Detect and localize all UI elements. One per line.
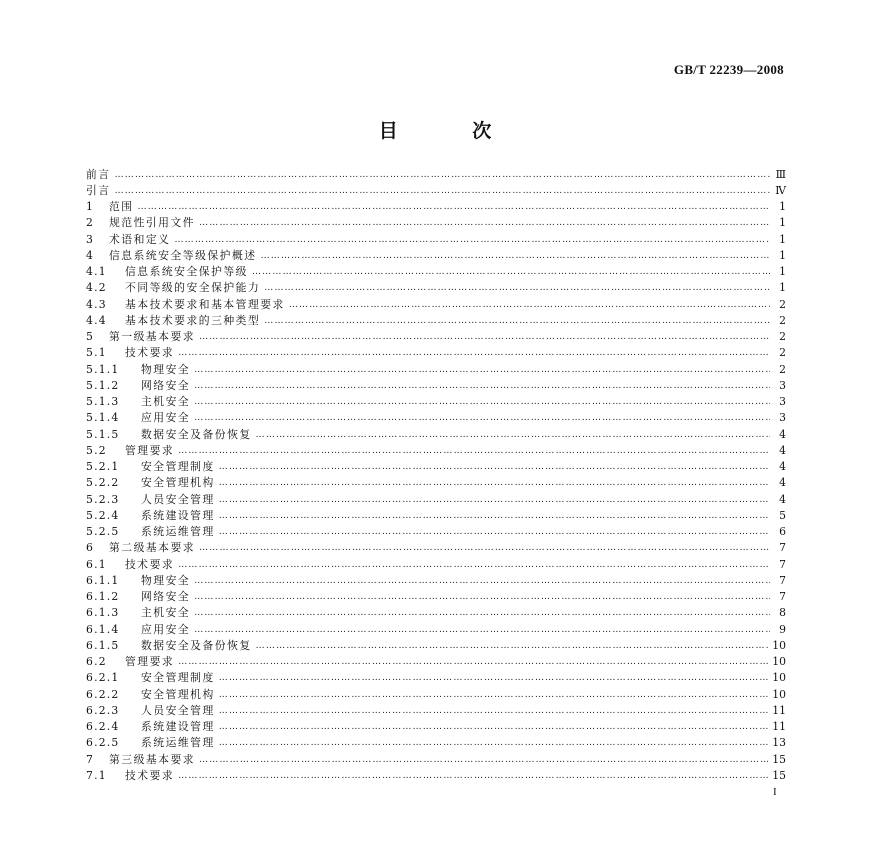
toc-leader-dots [194,398,770,407]
toc-entry-number: 5.2 [86,443,107,457]
toc-entry-page: 3 [779,395,786,409]
toc-entry-page: 11 [772,720,786,734]
toc-entry-title: 技术要求 [125,557,175,571]
toc-entry-title: 技术要求 [125,768,175,782]
toc-leader-dots [219,496,770,505]
toc-entry-number: 5.1.2 [86,378,120,392]
toc-leader-dots [178,447,770,456]
toc-entry-page: 4 [779,492,786,506]
toc-leader-dots [219,479,770,488]
toc-entry-number: 7 [86,752,95,766]
toc-entry-page: 1 [779,281,786,295]
toc-entry-page: 4 [779,460,786,474]
toc-leader-dots [199,544,770,553]
toc-entry-title: 系统运维管理 [141,525,215,539]
toc-entry-number: 6 [86,541,95,555]
toc-entry-number: 4.2 [86,281,107,295]
toc-entry-number: 6.2.5 [86,736,120,750]
toc-entry[interactable] [86,720,786,736]
toc-entry-title: 范围 [109,200,134,214]
toc-entry-page: 15 [772,768,786,782]
toc-entry[interactable] [86,297,786,313]
toc-entry[interactable] [86,281,786,297]
toc-entry-title: 信息系统安全等级保护概述 [109,248,257,262]
toc-entry-page: 7 [779,557,786,571]
toc-entry[interactable] [86,248,786,264]
toc-entry-title: 管理要求 [125,443,175,457]
toc-leader-dots [219,707,768,716]
toc-entry-page: 9 [779,622,786,636]
toc-leader-dots [219,463,770,472]
toc-entry-title: 不同等级的安全保护能力 [125,281,261,295]
toc-entry-page: 2 [779,297,786,311]
toc-leader-dots [199,219,770,228]
toc-entry-page: 1 [779,265,786,279]
toc-entry-page: 10 [772,638,786,652]
toc-entry-number: 5.2.3 [86,492,120,506]
toc-leader-dots [115,171,770,180]
toc-entry-page: 6 [779,525,786,539]
toc-entry-number: 6.1.3 [86,606,120,620]
toc-entry-title: 物理安全 [141,362,191,376]
toc-entry-number: 5.2.5 [86,525,120,539]
toc-entry[interactable] [86,330,786,346]
toc-entry-number: 6.1.1 [86,573,120,587]
toc-entry[interactable] [86,411,786,427]
toc-leader-dots [219,691,768,700]
toc-entry-page: 2 [779,362,786,376]
toc-list [86,167,786,785]
toc-entry[interactable] [86,200,786,216]
toc-entry-page: 10 [772,671,786,685]
toc-entry[interactable] [86,265,786,281]
toc-entry-page: 10 [772,655,786,669]
toc-entry[interactable] [86,606,786,622]
standard-code: GB/T 22239—2008 [673,62,784,77]
toc-entry-number: 4.4 [86,313,107,327]
toc-entry-title: 系统建设管理 [141,720,215,734]
toc-entry-number: 6.1 [86,557,107,571]
toc-entry-number: 6.1.4 [86,622,120,636]
toc-entry-page: 2 [779,330,786,344]
toc-entry-number: 5.2.1 [86,460,120,474]
toc-entry-title: 数据安全及备份恢复 [141,638,252,652]
toc-entry-title: 系统运维管理 [141,736,215,750]
toc-leader-dots [194,626,770,635]
toc-entry-title: 基本技术要求的三种类型 [125,313,261,327]
toc-entry-page: 1 [779,248,786,262]
toc-entry-title: 网络安全 [141,378,191,392]
toc-entry-page: 1 [779,216,786,230]
toc-entry[interactable] [86,362,786,378]
toc-entry-number: 5 [86,330,95,344]
toc-title: 目 次 [378,120,526,142]
toc-entry-number: 5.1.4 [86,411,120,425]
toc-leader-dots [174,236,770,245]
toc-leader-dots [256,431,770,440]
toc-entry-number: 3 [86,232,95,246]
toc-entry-title: 安全管理机构 [141,687,215,701]
toc-entry-page: 2 [779,346,786,360]
toc-entry-title: 安全管理机构 [141,476,215,490]
toc-entry[interactable] [86,687,786,703]
toc-entry-title: 安全管理制度 [141,460,215,474]
toc-entry-title: 物理安全 [141,573,191,587]
toc-entry-title: 人员安全管理 [141,492,215,506]
toc-entry-title: 管理要求 [125,655,175,669]
toc-entry-number: 6.2.2 [86,687,120,701]
toc-entry-number: 5.1.3 [86,395,120,409]
toc-leader-dots [138,203,770,212]
toc-entry-number: 6.2.3 [86,703,120,717]
toc-leader-dots [194,609,770,618]
toc-entry-page: 8 [779,606,786,620]
toc-entry-page: 3 [779,411,786,425]
toc-entry-number: 2 [86,216,95,230]
toc-leader-dots [219,528,770,537]
toc-entry[interactable] [86,508,786,524]
toc-entry[interactable] [86,443,786,459]
toc-entry-title: 信息系统安全保护等级 [125,265,248,279]
toc-entry-number: 5.2.4 [86,508,120,522]
toc-entry-page: 3 [779,378,786,392]
toc-entry-page: Ⅲ [775,167,786,181]
toc-entry-page: 10 [772,687,786,701]
toc-entry-page: 4 [779,443,786,457]
toc-entry-page: 13 [772,736,786,750]
toc-entry[interactable] [86,525,786,541]
toc-entry-number: 5.1 [86,346,107,360]
toc-entry[interactable] [86,557,786,573]
toc-entry-title: 第三级基本要求 [109,752,196,766]
toc-entry-number: 4 [86,248,95,262]
toc-entry-title: 安全管理制度 [141,671,215,685]
toc-entry[interactable] [86,590,786,606]
toc-entry-page: 7 [779,541,786,555]
toc-entry[interactable] [86,671,786,687]
toc-entry-title: 主机安全 [141,606,191,620]
toc-leader-dots [178,561,770,570]
toc-entry-number: 6.2 [86,655,107,669]
toc-entry-number: 5.1.5 [86,427,120,441]
toc-entry-number: 7.1 [86,768,107,782]
toc-entry-page: 7 [779,590,786,604]
page-folio: I [773,786,777,798]
toc-entry-number: 6.2.1 [86,671,120,685]
toc-entry-title: 主机安全 [141,395,191,409]
toc-leader-dots [194,414,770,423]
toc-entry[interactable] [86,216,786,232]
toc-entry-page: 7 [779,573,786,587]
toc-entry-number: 6.2.4 [86,720,120,734]
toc-entry-number: 1 [86,200,95,214]
toc-entry[interactable] [86,346,786,362]
toc-leader-dots [194,382,770,391]
toc-entry-title: 人员安全管理 [141,703,215,717]
toc-leader-dots [178,772,768,781]
toc-entry-page: 5 [779,508,786,522]
toc-entry-title: 基本技术要求和基本管理要求 [125,297,285,311]
toc-entry[interactable] [86,703,786,719]
toc-entry-page: 2 [779,313,786,327]
toc-leader-dots [194,366,770,375]
toc-entry[interactable] [86,395,786,411]
toc-entry-number: 4.1 [86,265,107,279]
toc-leader-dots [199,756,768,765]
toc-entry[interactable] [86,768,786,784]
toc-leader-dots [261,252,770,261]
toc-entry[interactable] [86,752,786,768]
toc-entry-number: 5.2.2 [86,476,120,490]
toc-entry[interactable] [86,167,786,183]
toc-leader-dots [115,187,770,196]
toc-entry-title: 引言 [86,183,111,197]
toc-entry-title: 第一级基本要求 [109,330,196,344]
toc-entry-page: 1 [779,200,786,214]
toc-leader-dots [219,723,768,732]
toc-entry[interactable] [86,736,786,752]
toc-entry-title: 应用安全 [141,411,191,425]
toc-entry[interactable] [86,183,786,199]
toc-entry-title: 规范性引用文件 [109,216,196,230]
toc-leader-dots [264,284,770,293]
toc-entry-title: 技术要求 [125,346,175,360]
toc-entry-number: 4.3 [86,297,107,311]
toc-leader-dots [256,642,769,651]
toc-leader-dots [199,333,770,342]
toc-entry-title: 术语和定义 [109,232,171,246]
toc-entry[interactable] [86,622,786,638]
toc-leader-dots [219,739,768,748]
toc-entry[interactable] [86,655,786,671]
toc-entry-title: 系统建设管理 [141,508,215,522]
toc-entry-page: 4 [779,427,786,441]
toc-entry-title: 应用安全 [141,622,191,636]
toc-entry-title: 前言 [86,167,111,181]
toc-entry-page: Ⅳ [775,183,786,197]
toc-entry[interactable] [86,573,786,589]
toc-entry[interactable] [86,492,786,508]
toc-entry[interactable] [86,460,786,476]
toc-leader-dots [289,301,770,310]
toc-entry-page: 11 [772,703,786,717]
toc-entry[interactable] [86,427,786,443]
toc-entry-title: 网络安全 [141,590,191,604]
toc-entry-number: 5.1.1 [86,362,120,376]
toc-leader-dots [219,512,770,521]
toc-entry[interactable] [86,541,786,557]
toc-leader-dots [194,593,770,602]
toc-leader-dots [194,577,770,586]
toc-leader-dots [252,268,770,277]
toc-entry-number: 6.1.5 [86,638,120,652]
toc-entry[interactable] [86,476,786,492]
toc-leader-dots [178,658,768,667]
toc-entry-number: 6.1.2 [86,590,120,604]
toc-entry-title: 数据安全及备份恢复 [141,427,252,441]
toc-entry[interactable] [86,313,786,329]
toc-entry[interactable] [86,232,786,248]
toc-entry[interactable] [86,638,786,654]
toc-entry[interactable] [86,378,786,394]
toc-leader-dots [178,349,770,358]
toc-entry-page: 1 [779,232,786,246]
toc-entry-page: 15 [772,752,786,766]
toc-entry-title: 第二级基本要求 [109,541,196,555]
toc-entry-page: 4 [779,476,786,490]
toc-leader-dots [219,674,768,683]
toc-leader-dots [264,317,770,326]
